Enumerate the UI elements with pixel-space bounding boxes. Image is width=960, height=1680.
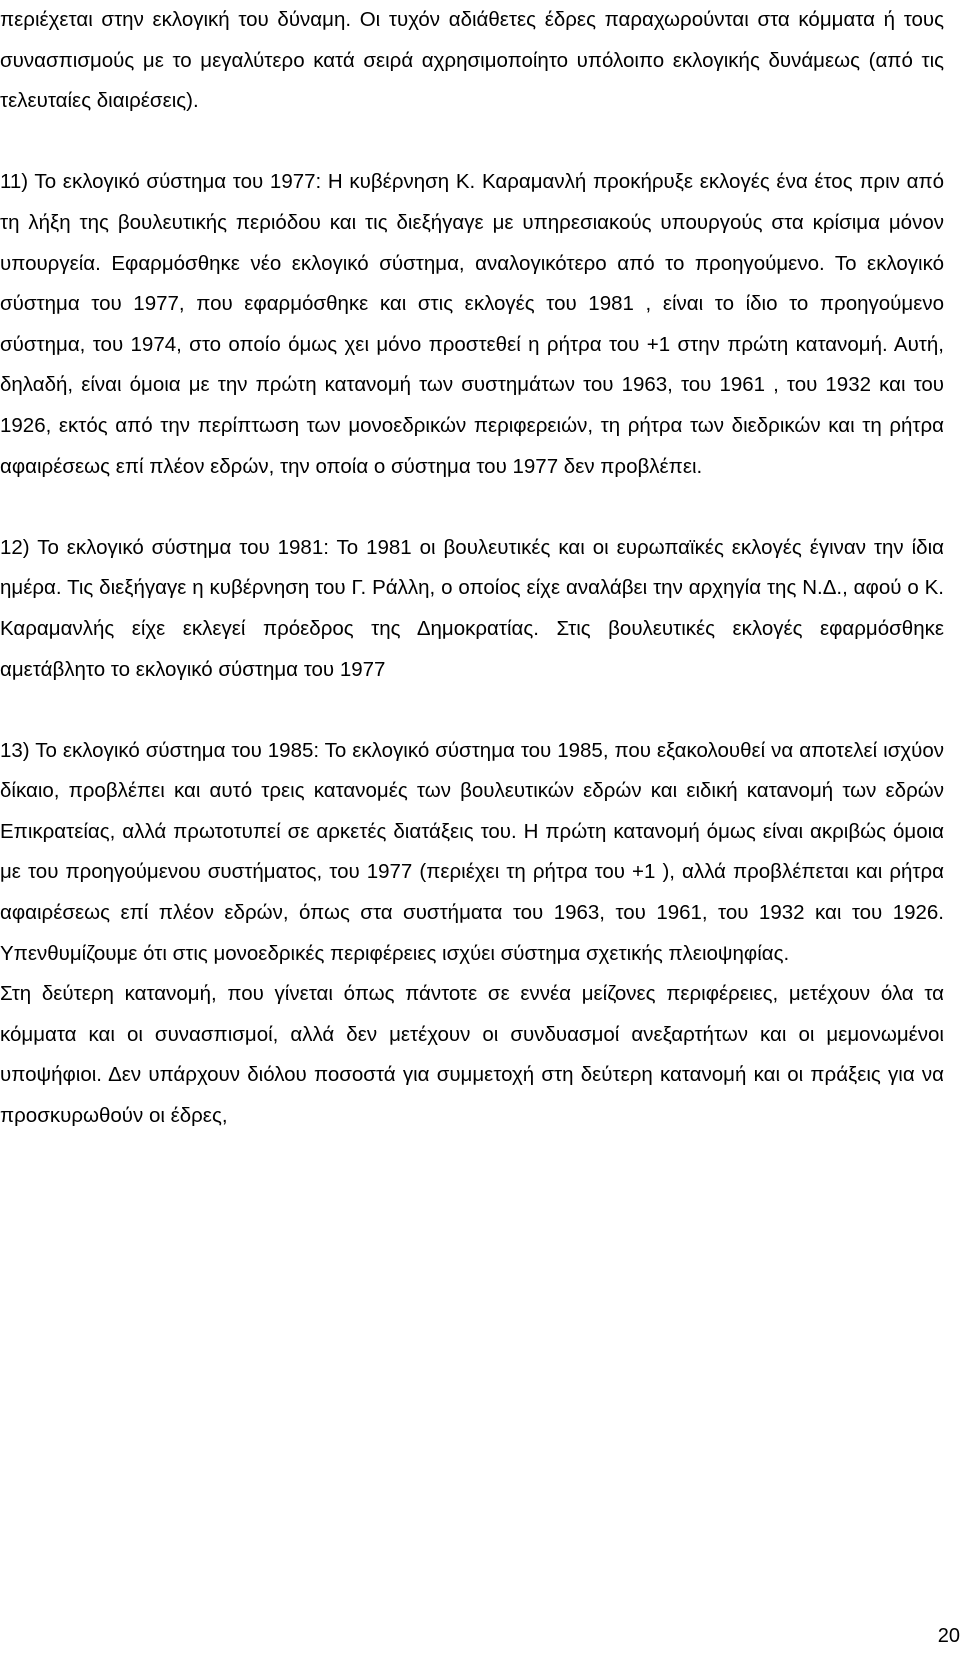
- paragraph-gap: [0, 690, 944, 731]
- paragraph-second-allocation: Στη δεύτερη κατανομή, που γίνεται όπως πάντοτε σε εννέα μείζονες περιφέρειες, μετέχουν όλα τα κόμματα και οι συνασπισμοί, αλλά δεν μετέχουν οι συνδυασμοί ανεξαρτήτων και οι μεμονωμένοι υποψήφιοι. Δεν υπάρχουν διόλου ποσοστά για συμμετοχή στη δεύτερη κατανομή και οι πράξεις για να προσκυρωθούν οι έδρες,: [0, 982, 944, 1128]
- paragraph-electoral-system-1977: 11) Το εκλογικό σύστημα του 1977: Η κυβέρνηση Κ. Καραμανλή προκήρυξε εκλογές ένα έτος πριν από τη λήξη της βουλευτικής περιόδου και τις διεξήγαγε με υπηρεσιακούς υπουργούς στα κρίσιμα μόνον υπουργεία. Εφαρμόσθηκε νέο εκλογικό σύστημα, αναλογικότερο από το προηγούμενο. Το εκλογικό σύστημα του 1977, που εφαρμόσθηκε και στις εκλογές του 1981 , είναι το ίδιο το προηγούμενο σύστημα, του 1974, στο οποίο όμως χει μόνο προστεθεί η ρήτρα του +1 στην πρώτη κατανομή. Αυτή, δηλαδή, είναι όμοια με την πρώτη κατανομή των συστημάτων του 1963, του 1961 , του 1932 και του 1926, εκτός από την περίπτωση των μονοεδρικών περιφερειών, τη ρήτρα των διεδρικών και τη ρήτρα αφαιρέσεως επί πλέον εδρών, την οποία ο σύστημα του 1977 δεν προβλέπει.: [0, 170, 944, 478]
- paragraph-electoral-system-1981: 12) Το εκλογικό σύστημα του 1981: Το 1981 οι βουλευτικές και οι ευρωπαϊκές εκλογές έγιναν την ίδια ημέρα. Τις διεξήγαγε η κυβέρνηση του Γ. Ράλλη, ο οποίος είχε αναλάβει την αρχηγία της Ν.Δ., αφού ο Κ. Καραμανλής είχε εκλεγεί πρόεδρος της Δημοκρατίας. Στις βουλευτικές εκλογές εφαρμόσθηκε αμετάβλητο το εκλογικό σύστημα του 1977: [0, 535, 944, 681]
- paragraph-gap: [0, 122, 944, 163]
- page-number: 20: [937, 1625, 960, 1647]
- paragraph-electoral-system-1985: 13) Το εκλογικό σύστημα του 1985: Το εκλογικό σύστημα του 1985, που εξακολουθεί να αποτελεί ισχύον δίκαιο, προβλέπει και αυτό τρεις κατανομές των βουλευτικών εδρών και ειδική κατανομή των εδρών Επικρατείας, αλλά πρωτοτυπεί σε αρκετές διατάξεις του. Η πρώτη κατανομή όμως είναι ακριβώς όμοια με του προηγούμενου συστήματος, του 1977 (περιέχει τη ρήτρα του +1 ), αλλά προβλέπεται και ρήτρα αφαιρέσεως επί πλέον εδρών, όπως στα συστήματα του 1963, του 1961, του 1932 και του 1926. Υπενθυμίζουμε ότι στις μονοεδρικές περιφέρειες ισχύει σύστημα σχετικής πλειοψηφίας.: [0, 738, 944, 965]
- paragraph-gap: [0, 487, 944, 528]
- paragraph-continuation: περιέχεται στην εκλογική του δύναμη. Οι τυχόν αδιάθετες έδρες παραχωρούνται στα κόμματα ή τους συνασπισμούς με το μεγαλύτερο κατά σειρά αχρησιμοποίητο υπόλοιπο εκλογικής δυνάμεως (από τις τελευταίες διαιρέσεις).: [0, 8, 944, 113]
